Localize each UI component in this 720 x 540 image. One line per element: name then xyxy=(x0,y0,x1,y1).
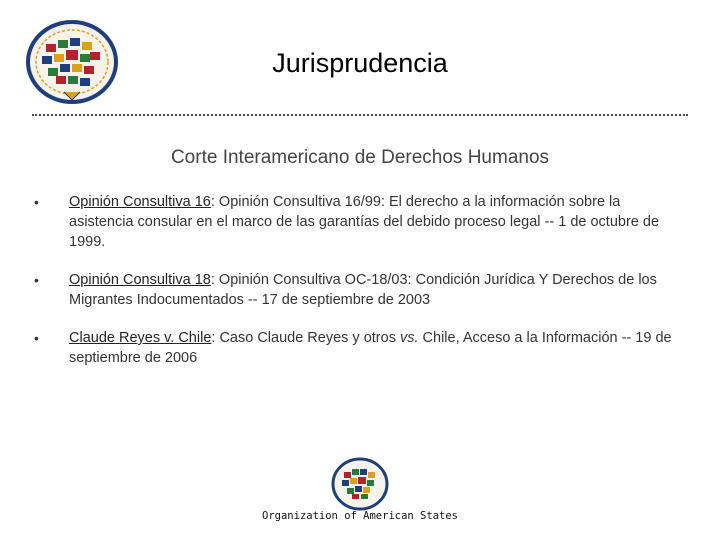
case-link-claude-reyes[interactable]: Claude Reyes v. Chile xyxy=(69,330,212,346)
case-description: Caso Claude Reyes y otros xyxy=(215,330,400,346)
bullet-icon: • xyxy=(34,330,39,346)
dotted-divider xyxy=(32,114,688,116)
case-description: Opinión Consultiva 16/99: El derecho a la información sobre la asistencia consular en el marco de las garantías del debido proceso legal -- 1 de octubre de 1999. xyxy=(69,194,660,250)
list-item: • Opinión Consultiva 18: Opinión Consultiva OC-18/03: Condición Jurídica Y Derechos de los Migrantes Indocumentados -- 17 de septiembre de 2003 xyxy=(34,272,657,308)
case-link-oc16[interactable]: Opinión Consultiva 16 xyxy=(69,194,211,210)
bullet-icon: • xyxy=(34,272,39,288)
case-description: Opinión Consultiva OC-18/03: Condición Jurídica Y Derechos de los Migrantes Indocumentados -- 17 de septiembre de 2003 xyxy=(69,272,657,308)
case-link-oc18[interactable]: Opinión Consultiva 18 xyxy=(69,272,211,288)
section-subtitle: Corte Interamericano de Derechos Humanos xyxy=(170,147,550,168)
page-title: Jurisprudencia xyxy=(272,48,448,78)
list-item: • Claude Reyes v. Chile: Caso Claude Reyes y otros vs. Chile, Acceso a la Información -- 19 de septiembre de 2006 xyxy=(34,330,672,366)
oas-emblem-icon xyxy=(330,456,390,512)
organization-name: Organization of American States xyxy=(262,510,458,522)
case-list xyxy=(34,192,684,386)
list-item: • Opinión Consultiva 16: Opinión Consultiva 16/99: El derecho a la información sobre la asistencia consular en el marco de las garantías del debido proceso legal -- 1 de octubre de 1999. xyxy=(34,194,660,250)
bullet-icon: • xyxy=(34,194,39,210)
